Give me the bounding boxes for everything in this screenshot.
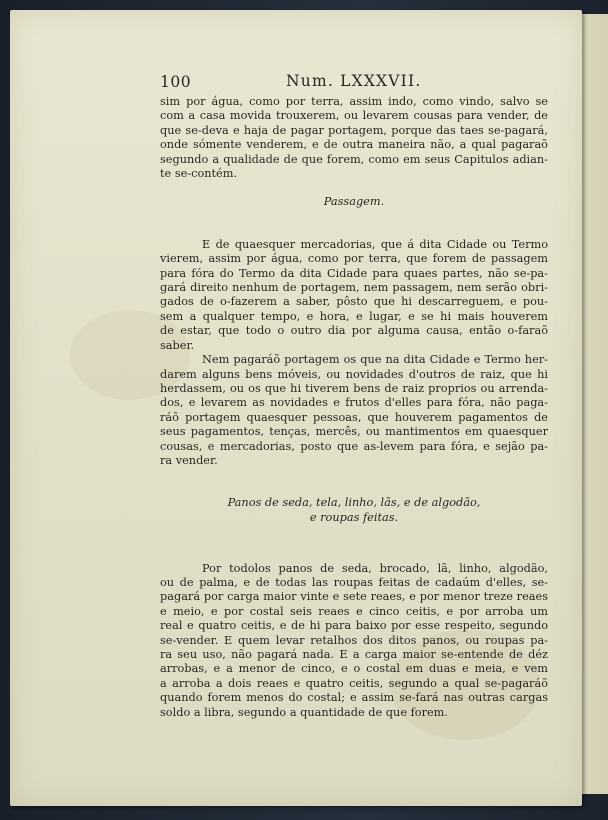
text-line: Nem pagaráõ portagem os que na dita Cidade e Termo her-	[202, 353, 548, 367]
text-line: soldo a libra, segundo a quantidade de que forem.	[160, 705, 448, 719]
text-line: se-vender. E quem levar retalhos dos ditos panos, ou roupas pa-	[160, 633, 548, 647]
text-line: segundo a qualidade de que forem, como em seus Capitulos adian-	[160, 152, 548, 166]
text-line: ráõ portagem quaesquer pessoas, que houverem pagamentos de	[160, 410, 548, 424]
text-line: quando forem menos do costal; e assim se-fará nas outras cargas	[160, 691, 548, 705]
text-line: herdassem, ou os que hi tiverem bens de raiz proprios ou arrenda-	[160, 381, 548, 395]
text-line: ra seu uso, não pagará nada. E a carga maior se-entende de déz	[160, 647, 548, 661]
text-line: saber.	[160, 338, 195, 352]
text-line: que se-deva e haja de pagar portagem, porque das taes se-pagará,	[160, 123, 548, 137]
passagem-paragraph-2	[160, 353, 548, 468]
text-line: dos, e levarem as novidades e frutos d'elles para fóra, não paga-	[160, 396, 548, 410]
text-line: arrobas, e a menor de cinco, e o costal em duas e meia, e vem	[160, 662, 548, 676]
text-line: E de quaesquer mercadorias, que á dita Cidade ou Termo	[202, 237, 548, 251]
text-line: cousas, e mercadorias, posto que as-levem para fóra, e sejão pa-	[160, 439, 548, 453]
text-line: darem alguns bens móveis, ou novidades d'outros de raiz, que hi	[160, 367, 548, 381]
section-title-passagem: Passagem.	[323, 195, 385, 209]
book-page	[10, 10, 582, 806]
intro-paragraph	[160, 95, 548, 181]
text-line: gará direito nenhum de portagem, nem passagem, nem serão obri-	[160, 281, 548, 295]
text-line: te se-contém.	[160, 167, 238, 181]
panos-paragraph	[160, 562, 548, 720]
text-line: sim por água, como por terra, assim indo, como vindo, salvo se	[160, 95, 548, 108]
text-line: e meio, e por costal seis reaes e cinco ceitis, e por arroba um	[160, 604, 548, 618]
page-number: 100	[160, 73, 192, 91]
text-line: vierem, assim por água, como por terra, que forem de passagem	[160, 252, 548, 266]
text-line: ra vender.	[160, 453, 218, 467]
text-line: seus pagamentos, tenças, mercês, ou mantimentos em quaesquer	[160, 425, 548, 439]
text-line: pagará por carga maior vinte e sete reaes, e por menor treze reaes	[160, 590, 548, 604]
text-line: onde sómente venderem, e de outra maneira não, a qual pagaraõ	[160, 138, 548, 152]
text-line: para fóra do Termo da dita Cidade para quaes partes, não se-pa-	[160, 266, 548, 280]
section-title-line: e roupas feitas.	[309, 510, 399, 524]
running-head	[160, 67, 548, 95]
text-line: a arroba a dois reaes e quatro ceitis, segundo a qual se-pagaráõ	[160, 676, 548, 690]
passagem-paragraph-1	[160, 238, 548, 353]
page-text	[160, 67, 548, 720]
text-line: gados de o-fazerem a saber, pôsto que hi descarreguem, e pou-	[160, 295, 548, 309]
text-line: ou de palma, e de todas las roupas feitas de cadaúm d'elles, se-	[160, 575, 548, 589]
text-line: de estar, que todo o outro dia por alguma causa, então o-faraõ	[160, 324, 548, 338]
section-title-line: Panos de seda, tela, linho, lãs, e de algodão,	[227, 496, 481, 510]
text-line: Por todolos panos de seda, brocado, lã, linho, algodão,	[202, 561, 548, 575]
text-line: real e quatro ceitis, e de hi para baixo por esse respeito, segundo	[160, 619, 548, 633]
section-title-panos	[160, 496, 548, 525]
page-heading: Num. LXXXVII.	[286, 72, 422, 90]
text-line: com a casa movida trouxerem, ou levarem cousas para vender, de	[160, 109, 548, 123]
text-line: sem a qualquer tempo, e hora, e lugar, e se hi mais houverem	[160, 309, 548, 323]
